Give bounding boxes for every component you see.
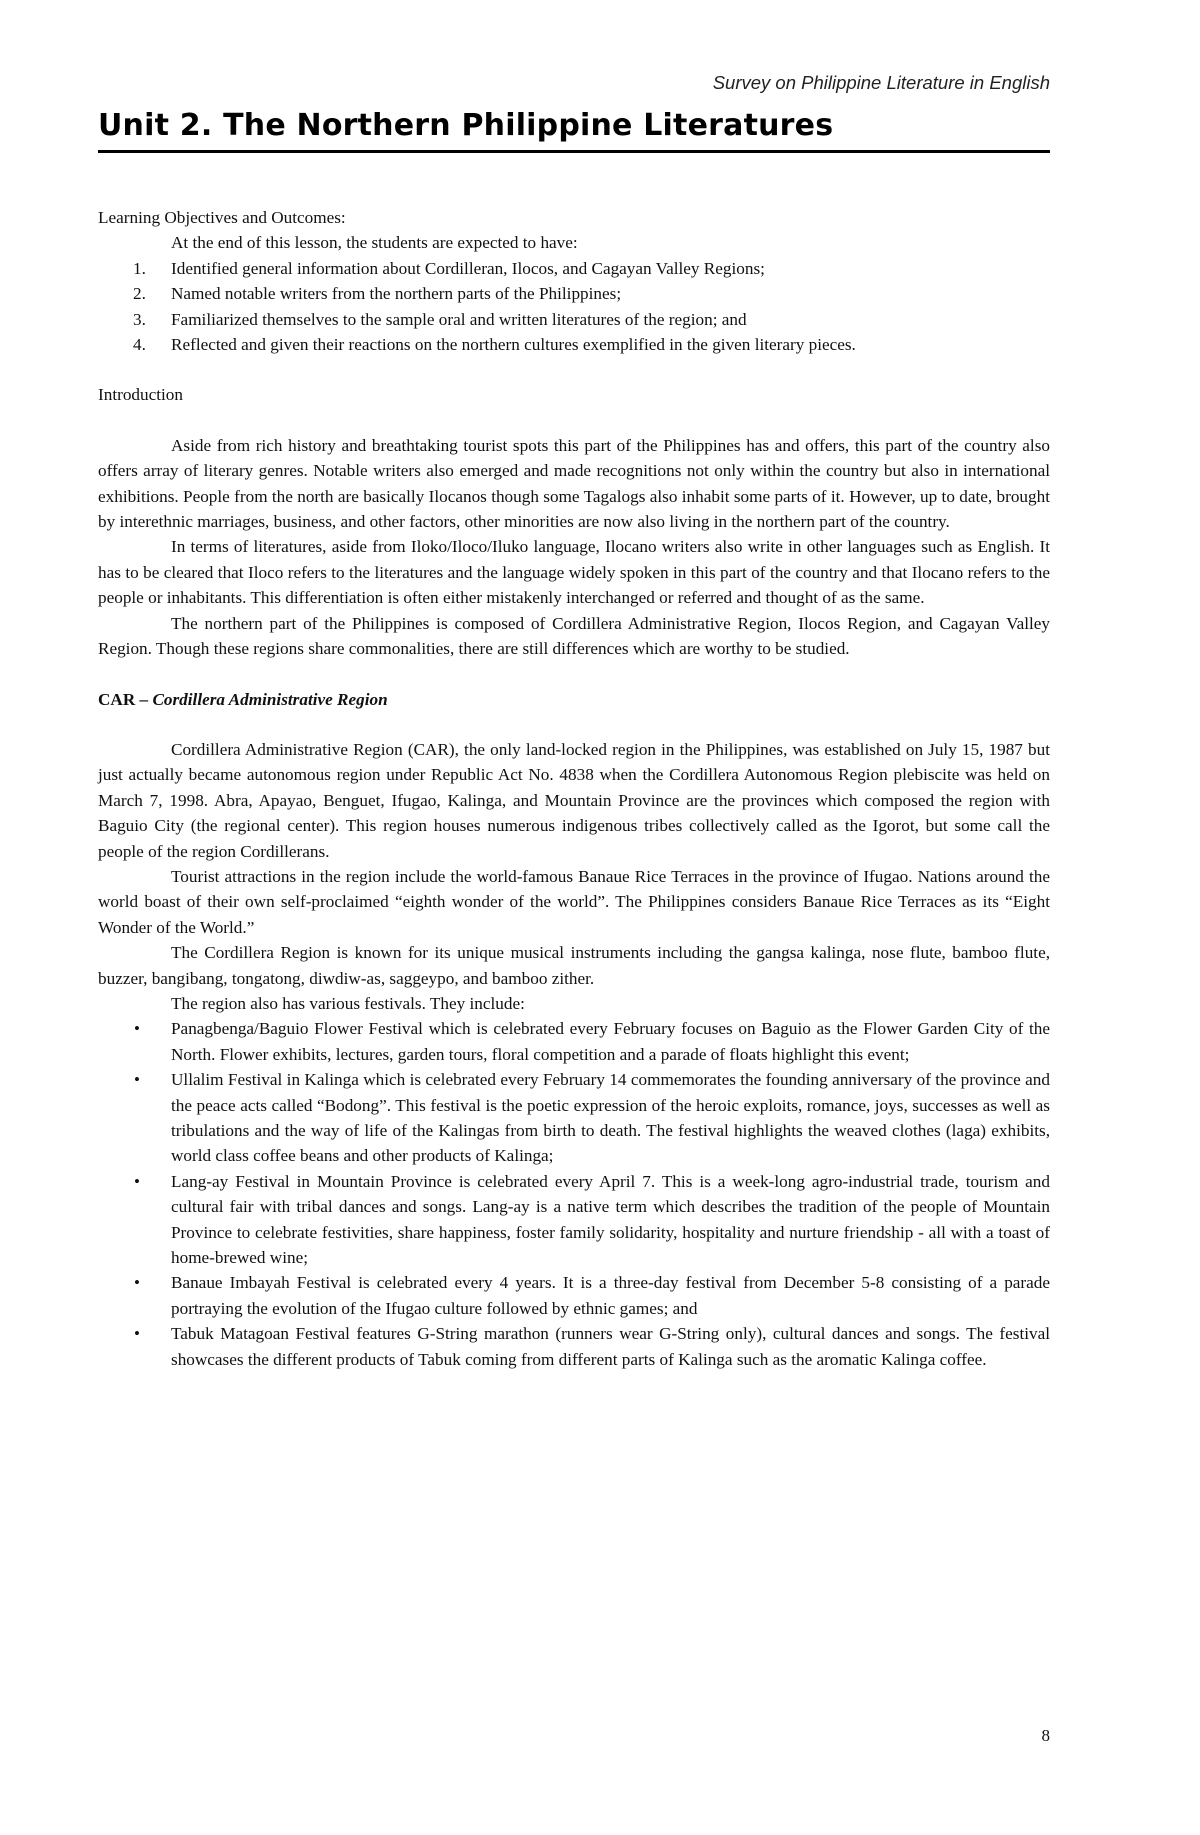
- car-paragraph: The region also has various festivals. They include:: [171, 993, 525, 1013]
- bullet-icon: •: [134, 1019, 140, 1039]
- bullet-icon: •: [134, 1324, 140, 1344]
- bullet-icon: •: [134, 1273, 140, 1293]
- objectives-list: [98, 256, 1050, 358]
- car-paragraph: Cordillera Administrative Region (CAR), the only land-locked region in the Philippines, was established on July 15, 1987 but just actually became autonomous region under Republic Act No. 4838 when the Cordillera Autonomous Region plebiscite was held on March 7, 1998. Abra, Apayao, Benguet, Ifugao, Kalinga, and Mountain Province are the provinces which composed the region with Baguio City (the regional center). This region houses numerous indigenous tribes collectively called as the Igorot, but some call the people of the region Cordillerans.: [98, 739, 1050, 861]
- unit-title: Unit 2. The Northern Philippine Literatures: [98, 108, 834, 143]
- car-heading: CAR – Cordillera Administrative Region: [98, 689, 388, 709]
- objectives-lead: At the end of this lesson, the students are expected to have:: [171, 233, 578, 253]
- festival-item: • Lang-ay Festival in Mountain Province is celebrated every April 7. This is a week-long agro-industrial trade, tourism and cultural fair with tribal dances and songs. Lang-ay is a native term which describes the tradition of the people of Mountain Province to celebrate festivities, share happiness, foster family solidarity, hospitality and nurture friendship - all with a toast of home-brewed wine;: [98, 1169, 1050, 1271]
- objective-item: 1. Identified general information about Cordilleran, Ilocos, and Cagayan Valley Regions;: [133, 258, 765, 278]
- introduction-heading: Introduction: [98, 385, 183, 405]
- bullet-icon: •: [134, 1070, 140, 1090]
- document-body: [98, 205, 1050, 1372]
- introduction-paragraph: In terms of literatures, aside from Iloko/Iloco/Iluko language, Ilocano writers also write in other languages such as English. It has to be cleared that Iloco refers to the literatures and the language widely spoken in this part of the country and that Ilocano refers to the people or inhabitants. This differentiation is often either mistakenly interchanged or referred and thought of as the same.: [98, 537, 1050, 608]
- running-header: Survey on Philippine Literature in English: [712, 72, 1050, 93]
- car-paragraph: The Cordillera Region is known for its unique musical instruments including the gangsa kalinga, nose flute, bamboo flute, buzzer, bangibang, tongatong, diwdiw-as, saggeypo, and bamboo zither.: [98, 943, 1050, 988]
- car-paragraph: Tourist attractions in the region include the world-famous Banaue Rice Terraces in the province of Ifugao. Nations around the world boast of their own self-proclaimed “eighth wonder of the world”. The Philippines considers Banaue Rice Terraces as its “Eight Wonder of the World.”: [98, 866, 1050, 937]
- festival-item: • Panagbenga/Baguio Flower Festival which is celebrated every February focuses on Baguio as the Flower Garden City of the North. Flower exhibits, lectures, garden tours, floral competition and a parade of floats highlight this event;: [98, 1016, 1050, 1067]
- title-rule: [98, 150, 1050, 153]
- objective-item: 3. Familiarized themselves to the sample oral and written literatures of the region; and: [133, 309, 747, 329]
- objective-item: 2. Named notable writers from the northern parts of the Philippines;: [133, 284, 622, 304]
- festival-list: [98, 1016, 1050, 1372]
- festival-item: • Banaue Imbayah Festival is celebrated every 4 years. It is a three-day festival from December 5-8 consisting of a parade portraying the evolution of the Ifugao culture followed by ethnic games; and: [98, 1270, 1050, 1321]
- festival-item: • Ullalim Festival in Kalinga which is celebrated every February 14 commemorates the founding anniversary of the province and the peace acts called “Bodong”. This festival is the poetic expression of the heroic exploits, romance, joys, successes as well as tribulations and the way of life of the Kalingas from birth to death. The festival highlights the weaved clothes (laga) exhibits, world class coffee beans and other products of Kalinga;: [98, 1067, 1050, 1169]
- objective-item: 4. Reflected and given their reactions on the northern cultures exemplified in the given literary pieces.: [133, 335, 856, 355]
- objectives-heading: Learning Objectives and Outcomes:: [98, 208, 346, 227]
- introduction-paragraph: Aside from rich history and breathtaking tourist spots this part of the Philippines has and offers, this part of the country also offers array of literary genres. Notable writers also emerged and made recognitions not only within the country but also in international exhibitions. People from the north are basically Ilocanos though some Tagalogs also inhabit some parts of it. However, up to date, brought by interethnic marriages, business, and other factors, other minorities are now also living in the northern part of the country.: [98, 435, 1050, 532]
- bullet-icon: •: [134, 1171, 140, 1191]
- festival-item: • Tabuk Matagoan Festival features G-String marathon (runners wear G-String only), cultural dances and songs. The festival showcases the different products of Tabuk coming from different parts of Kalinga such as the aromatic Kalinga coffee.: [98, 1321, 1050, 1372]
- page-number: 8: [1041, 1726, 1050, 1745]
- introduction-paragraph: The northern part of the Philippines is composed of Cordillera Administrative Region, Ilocos Region, and Cagayan Valley Region. Though these regions share commonalities, there are still differences which are worthy to be studied.: [98, 613, 1050, 659]
